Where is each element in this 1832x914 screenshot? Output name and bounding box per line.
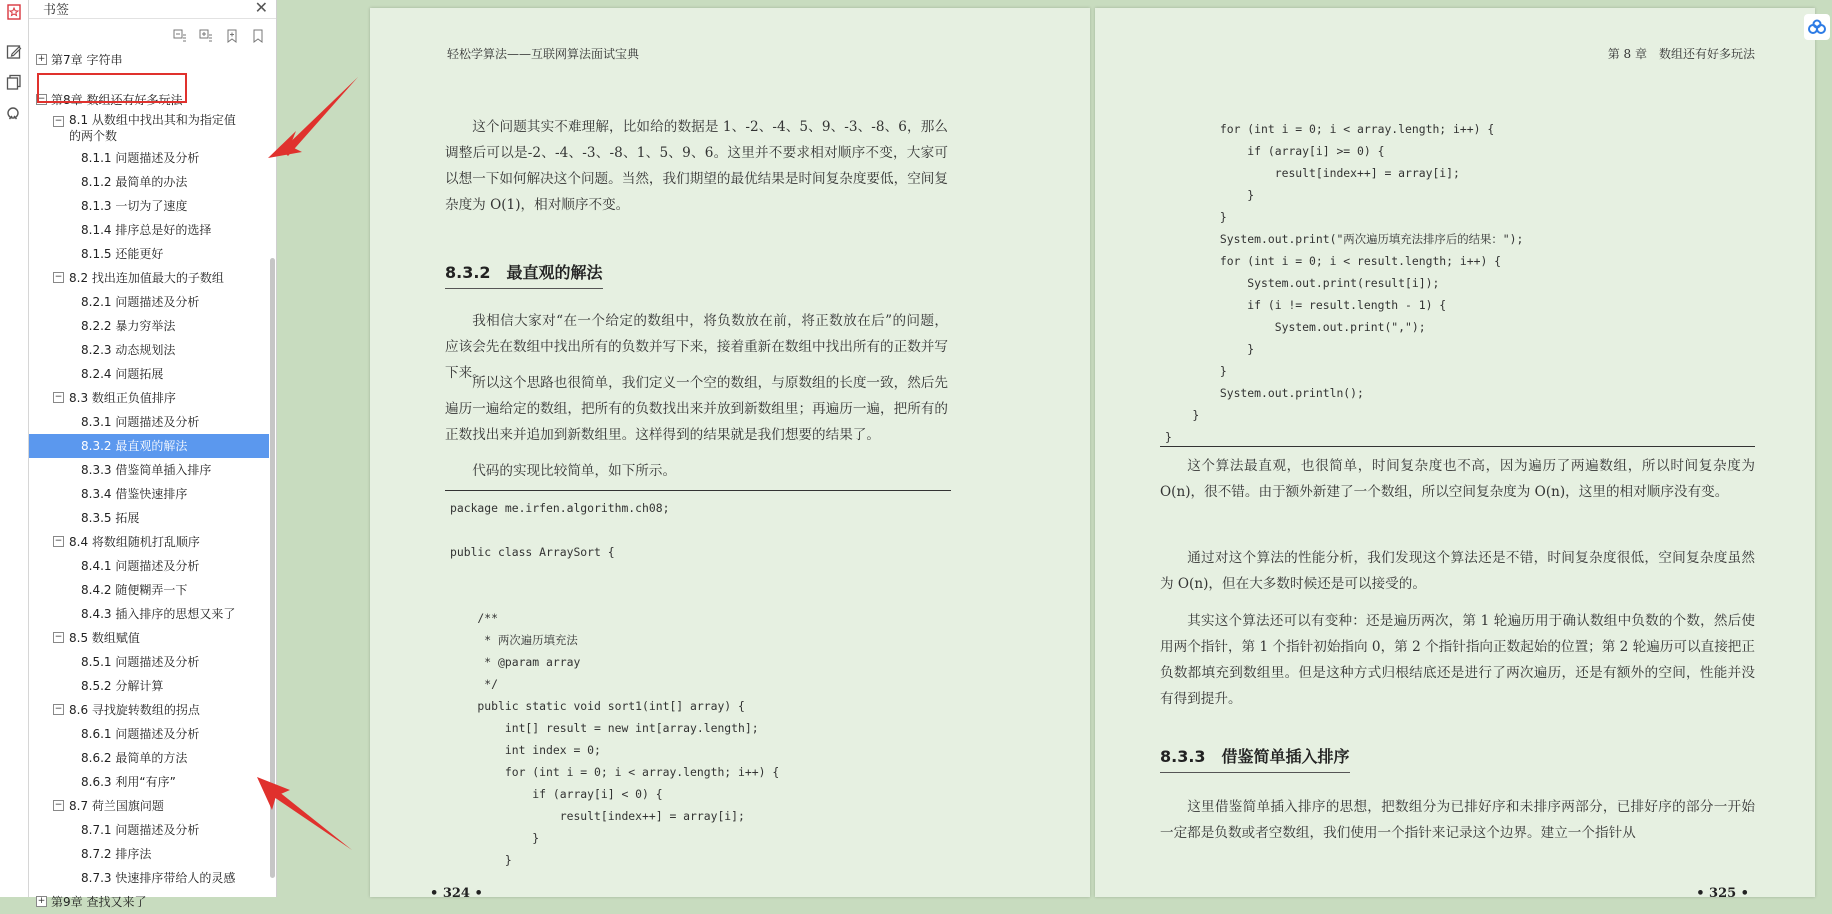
section-8-3-3-title: 8.3.3 借鉴简单插入排序 [1160, 744, 1350, 773]
tree-item-label: 8.6.3 利用“有序” [81, 775, 176, 789]
tree-item-label: 8.7.1 问题描述及分析 [81, 823, 200, 837]
tree-item-label: 8.1.5 还能更好 [81, 247, 164, 261]
tree-item-label: 8.6.1 问题描述及分析 [81, 727, 200, 741]
collapse-node-icon[interactable]: − [37, 94, 46, 104]
tree-subsection[interactable] [29, 146, 269, 170]
cloud-icon[interactable] [1804, 14, 1830, 40]
collapse-node-icon[interactable]: − [54, 704, 63, 714]
tree-subsection[interactable] [29, 290, 269, 314]
panel-toolbar [172, 28, 266, 44]
tree-subsection[interactable] [29, 458, 269, 482]
bookmark-icon[interactable] [4, 2, 24, 22]
tree-item-label: 8.3.5 拓展 [81, 511, 140, 525]
tree-item-label: 8.5 数组赋值 [69, 631, 140, 645]
tree-item-label: 第8章 数组还有好多玩法 [51, 93, 183, 107]
tree-item-label: 8.1.3 一切为了速度 [81, 199, 188, 213]
tree-item-label: 8.7.3 快速排序带给人的灵感 [81, 871, 236, 885]
bookmark-list-icon[interactable] [250, 28, 266, 44]
panel-title: 书签 [43, 3, 70, 18]
tree-section[interactable] [29, 530, 269, 554]
collapse-node-icon[interactable]: − [54, 800, 63, 810]
tree-item-label: 8.5.1 问题描述及分析 [81, 655, 200, 669]
tree-item-label: 8.3.1 问题描述及分析 [81, 415, 200, 429]
tree-subsection[interactable] [29, 674, 269, 698]
page-number-left: • 324 • [430, 886, 483, 901]
left-paragraph-4: 代码的实现比较简单，如下所示。 [472, 463, 677, 479]
right-paragraph-4: 这里借鉴简单插入排序的思想，把数组分为已排好序和未排序两部分，已排好序的部分一开始一定都是负数或者空数组，我们使用一个指针来记录这个边界。建立一个指针从 [1160, 799, 1755, 841]
tree-subsection[interactable] [29, 746, 269, 770]
collapse-node-icon[interactable]: − [54, 392, 63, 402]
left-paragraph-2: 我相信大家对“在一个给定的数组中，将负数放在前，将正数放在后”的问题，应该会先在数组中找出所有的负数并写下来，接着重新在数组中找出所有的正数并写下来。 [445, 313, 948, 381]
tree-item-label: 8.2.3 动态规划法 [81, 343, 176, 357]
expand-node-icon[interactable]: + [37, 896, 46, 906]
tree-subsection[interactable] [29, 650, 269, 674]
tree-item-label: 8.4 将数组随机打乱顺序 [69, 535, 200, 549]
tree-item-label: 8.4.1 问题描述及分析 [81, 559, 200, 573]
left-code-block: package me.irfen.algorithm.ch08; public class ArraySort { /** * 两次遍历填充法 * @param array */ public static void sort1(int[] array) { int[] result = new int[array.length]; int index = 0; for (int i = 0; i < array.length; i++) { if (array[i] < 0) { result[index++] = array[i]; } } [450, 501, 780, 867]
add-bookmark-icon[interactable] [224, 28, 240, 44]
tree-item-label: 8.3.3 借鉴简单插入排序 [81, 463, 212, 477]
tree-subsection[interactable] [29, 194, 269, 218]
expand-all-icon[interactable] [198, 28, 214, 44]
collapse-node-icon[interactable]: − [54, 632, 63, 642]
page-324 [370, 8, 1090, 901]
tree-chapter[interactable] [29, 890, 269, 914]
tree-section[interactable] [29, 626, 269, 650]
tree-subsection[interactable] [29, 314, 269, 338]
tree-item-label: 8.1.4 排序总是好的选择 [81, 223, 212, 237]
tree-item-label: 8.7 荷兰国旗问题 [69, 799, 164, 813]
tree-section[interactable] [29, 698, 269, 722]
tree-item-label: 8.5.2 分解计算 [81, 679, 164, 693]
left-paragraph-1: 这个问题其实不难理解，比如给的数据是 1、-2、-4、5、9、-3、-8、6，那么调整后可以是-2、-4、-3、-8、1、5、9、6。这里并不要求相对顺序不变，大家可以想一下如何解决这个问题。当然，我们期望的最优结果是时间复杂度要低，空间复杂度为 O(1)，相对顺序不变。 [445, 119, 948, 213]
right-paragraph-1: 这个算法最直观，也很简单，时间复杂度也不高，因为遍历了两遍数组，所以时间复杂度为 O(n)，很不错。由于额外新建了一个数组，所以空间复杂度为 O(n)，这里的相对顺序没有变。 [1160, 458, 1755, 500]
collapse-node-icon[interactable]: − [54, 272, 63, 282]
tree-subsection[interactable] [29, 434, 269, 458]
tree-item-label: 8.4.3 插入排序的思想又来了 [81, 607, 236, 621]
tree-subsection[interactable] [29, 602, 269, 626]
tree-subsection[interactable] [29, 218, 269, 242]
tree-item-label: 8.2.2 暴力穷举法 [81, 319, 176, 333]
search-icon[interactable] [4, 104, 24, 124]
tree-item-label: 第7章 字符串 [51, 53, 123, 67]
page-325 [1095, 8, 1815, 901]
page-number-right: • 325 • [1696, 886, 1749, 901]
tree-item-label: 8.2.4 问题拓展 [81, 367, 164, 381]
code-bottom-rule [1160, 446, 1755, 447]
left-tool-rail [0, 0, 29, 897]
tree-subsection[interactable] [29, 842, 269, 866]
tree-subsection[interactable] [29, 170, 269, 194]
tree-chapter[interactable] [29, 48, 269, 72]
annotate-icon[interactable] [4, 42, 24, 62]
collapse-node-icon[interactable]: − [54, 536, 63, 546]
collapse-all-icon[interactable] [172, 28, 188, 44]
running-header-right: 第 8 章 数组还有好多玩法 [1607, 47, 1755, 61]
tree-subsection[interactable] [29, 338, 269, 362]
tree-subsection[interactable] [29, 482, 269, 506]
tree-subsection[interactable] [29, 770, 269, 794]
running-header-left: 轻松学算法——互联网算法面试宝典 [447, 47, 640, 61]
panel-header [29, 0, 276, 19]
tree-subsection[interactable] [29, 410, 269, 434]
bookmark-panel [29, 0, 277, 909]
tree-subsection[interactable] [29, 578, 269, 602]
tree-item-label: 8.7.2 排序法 [81, 847, 152, 861]
tree-item-label: 8.3.2 最直观的解法 [81, 439, 188, 453]
annotation-highlight-box [37, 73, 187, 103]
tree-section[interactable] [29, 386, 269, 410]
section-8-3-2-title: 8.3.2 最直观的解法 [445, 260, 603, 289]
tree-item-label: 第9章 查找又来了 [51, 895, 147, 909]
right-paragraph-3: 其实这个算法还可以有变种：还是遍历两次，第 1 轮遍历用于确认数组中负数的个数，然后使用两个指针，第 1 个指针初始指向 0，第 2 个指针指向正数起始的位置；第 2 轮遍历可以直接把正负数都填充到数组里。但是这种方式归根结底还是进行了两次遍历，还是有额外的空间，性能并没有得到提升。 [1160, 613, 1755, 707]
tree-item-label: 8.4.2 随便糊弄一下 [81, 583, 188, 597]
code-top-rule [445, 490, 951, 491]
tree-item-label: 8.2 找出连加值最大的子数组 [69, 271, 224, 285]
pages-icon[interactable] [4, 72, 24, 92]
tree-item-label: 8.1.1 问题描述及分析 [81, 151, 200, 165]
tree-subsection[interactable] [29, 506, 269, 530]
tree-subsection[interactable] [29, 554, 269, 578]
tree-item-label: 8.3.4 借鉴快速排序 [81, 487, 188, 501]
tree-subsection[interactable] [29, 866, 269, 890]
tree-item-label: 8.2.1 问题描述及分析 [81, 295, 200, 309]
tree-section[interactable] [29, 112, 269, 146]
tree-item-label: 8.6 寻找旋转数组的拐点 [69, 703, 200, 717]
tree-item-label: 8.1 从数组中找出其和为指定值的两个数 [69, 113, 236, 143]
tree-subsection[interactable] [29, 242, 269, 266]
tree-subsection[interactable] [29, 362, 269, 386]
collapse-node-icon[interactable]: − [54, 116, 63, 126]
left-paragraph-3: 所以这个思路也很简单，我们定义一个空的数组，与原数组的长度一致，然后先遍历一遍给定的数组，把所有的负数找出来并放到新数组里；再遍历一遍，把所有的正数找出来并追加到新数组里。这样得到的结果就是我们想要的结果了。 [445, 375, 948, 443]
panel-scrollbar[interactable] [270, 258, 275, 878]
right-paragraph-2: 通过对这个算法的性能分析，我们发现这个算法还是不错，时间复杂度很低，空间复杂度虽然为 O(n)，但在大多数时候还是可以接受的。 [1160, 550, 1755, 592]
tree-subsection[interactable] [29, 818, 269, 842]
tree-item-label: 8.6.2 最简单的方法 [81, 751, 188, 765]
tree-item-label: 8.3 数组正负值排序 [69, 391, 176, 405]
tree-subsection[interactable] [29, 722, 269, 746]
right-code-block: for (int i = 0; i < array.length; i++) { if (array[i] >= 0) { result[index++] = array[i]; } } System.out.print("两次遍历填充法排序后的结果："); for (int i = 0; i < result.length; i++) { System.out.print(result[i]); if (i != result.length - 1) { System.out.print(","); } } System.out.println(); } } [1165, 122, 1524, 444]
tree-section[interactable] [29, 794, 269, 818]
tree-section[interactable] [29, 266, 269, 290]
tree-item-label: 8.1.2 最简单的办法 [81, 175, 188, 189]
expand-node-icon[interactable]: + [37, 54, 46, 64]
document-viewer [277, 0, 1832, 901]
close-icon[interactable]: ✕ [254, 0, 268, 17]
